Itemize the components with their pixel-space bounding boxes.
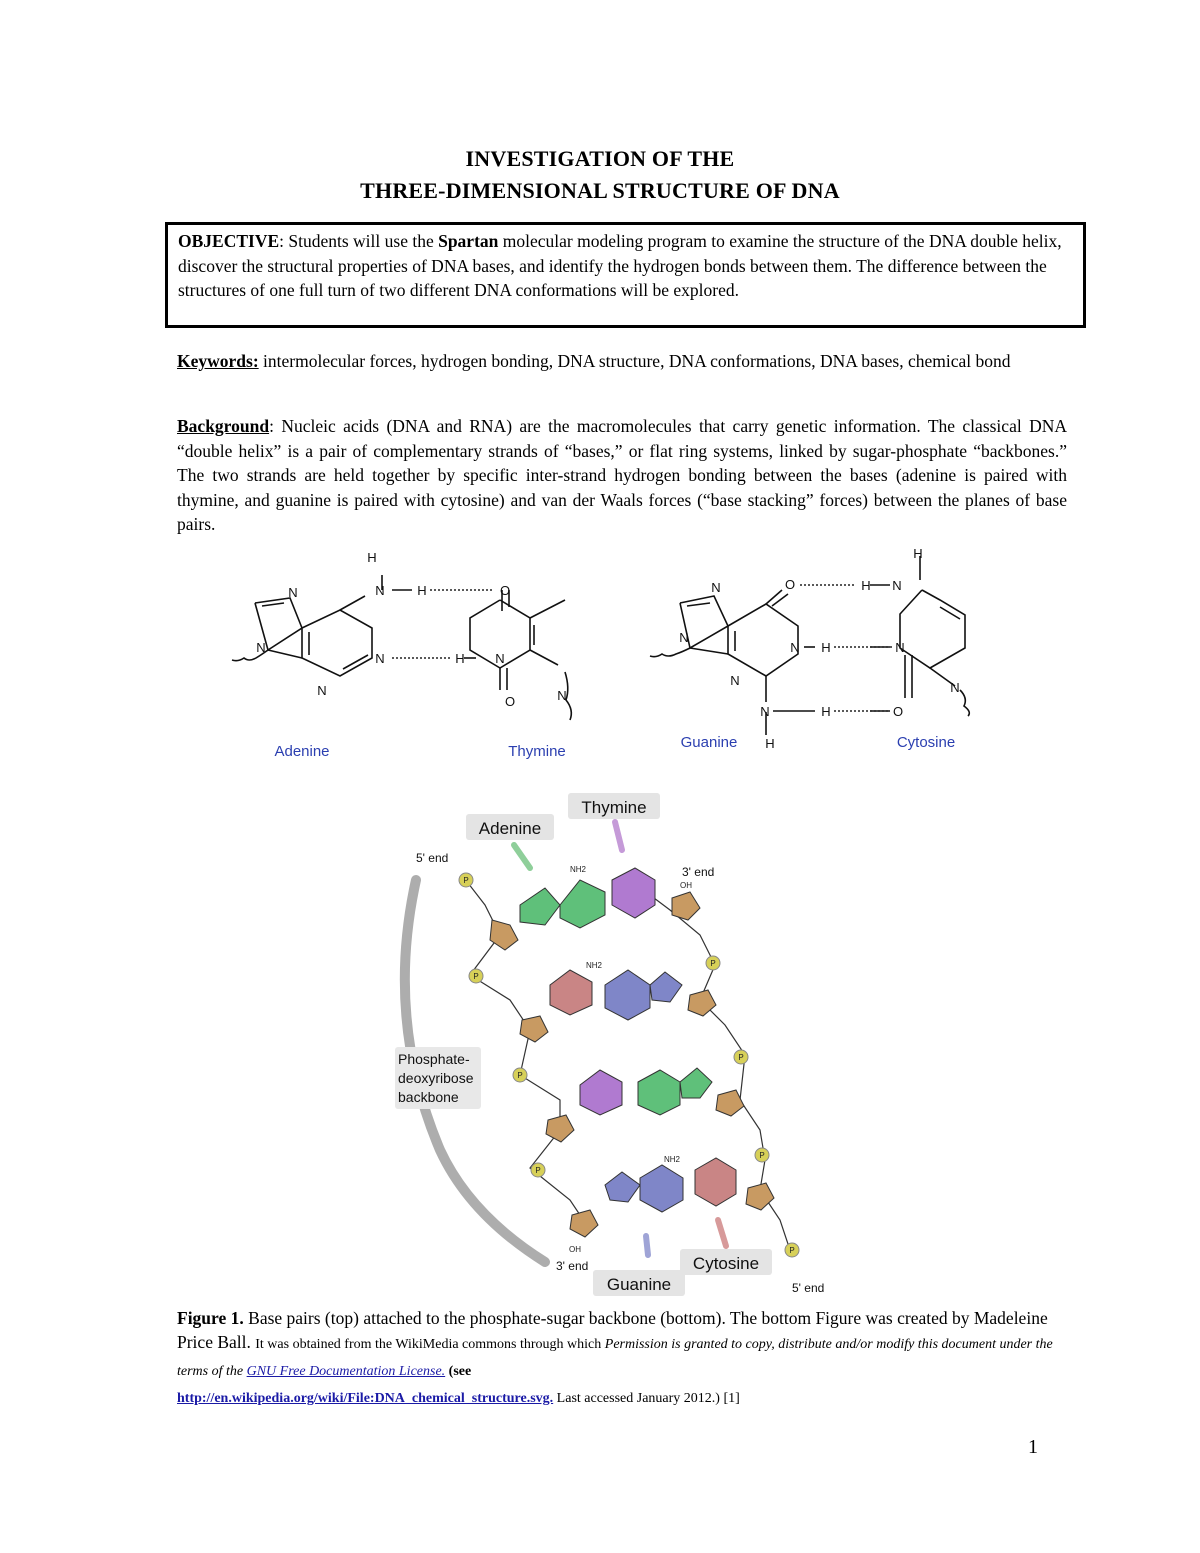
svg-text:N: N <box>557 688 567 703</box>
svg-text:OH: OH <box>680 881 692 890</box>
figure-caption <box>177 1306 1067 1411</box>
svg-text:N: N <box>730 673 740 688</box>
keywords-paragraph <box>177 349 1067 374</box>
license-link[interactable]: GNU Free Documentation License. <box>246 1364 446 1379</box>
caption-text-b: It was obtained from the WikiMedia commons through which <box>255 1337 605 1352</box>
backbone-label-2: deoxyribose <box>398 1070 474 1086</box>
caption-label: Figure 1. <box>177 1308 244 1328</box>
helix-label-adenine: Adenine <box>478 819 542 838</box>
helix-label-guanine: Guanine <box>606 1275 672 1294</box>
label-guanine: Guanine <box>680 734 738 751</box>
caption-text-e: Last accessed January 2012.) [1] <box>553 1391 740 1406</box>
svg-text:H: H <box>765 736 775 751</box>
svg-text:H: H <box>821 640 831 655</box>
title-line-2: THREE-DIMENSIONAL STRUCTURE OF DNA <box>360 178 840 203</box>
objective-text-a: : Students will use the <box>279 231 439 251</box>
svg-text:NH2: NH2 <box>585 961 603 970</box>
objective-box <box>165 222 1086 328</box>
svg-text:H: H <box>861 578 871 593</box>
program-name: Spartan <box>438 231 499 251</box>
title-line-1: INVESTIGATION OF THE <box>465 146 735 171</box>
svg-text:P: P <box>473 972 479 981</box>
svg-text:P: P <box>463 876 469 885</box>
label-adenine: Adenine <box>274 743 330 760</box>
svg-text:NH2: NH2 <box>569 865 587 874</box>
svg-text:N: N <box>317 683 327 698</box>
svg-text:N: N <box>892 578 902 593</box>
caption-text-a: Base pairs (top) attached to the phosphate-sugar backbone (bottom). The bottom Figure was created by Madeleine Price Ball. <box>177 1308 1048 1352</box>
svg-text:O: O <box>892 704 904 719</box>
svg-text:N: N <box>711 580 721 595</box>
three-end-bottom: 3' end <box>556 1259 589 1273</box>
five-end-top: 5' end <box>416 851 449 865</box>
backbone-label-3: backbone <box>398 1089 459 1105</box>
svg-text:H: H <box>913 546 923 561</box>
svg-text:OH: OH <box>569 1245 581 1254</box>
svg-text:NH2: NH2 <box>663 1155 681 1164</box>
svg-text:O: O <box>784 577 796 592</box>
svg-text:N: N <box>760 704 770 719</box>
svg-text:H: H <box>821 704 831 719</box>
three-end-top: 3' end <box>682 865 715 879</box>
background-paragraph <box>177 414 1067 537</box>
caption-text-d: (see <box>445 1364 472 1379</box>
svg-text:N: N <box>256 640 266 655</box>
five-end-bottom: 5' end <box>792 1281 825 1295</box>
backbone-label-1: Phosphate- <box>398 1051 470 1067</box>
objective-label: OBJECTIVE <box>178 231 280 251</box>
svg-text:O: O <box>499 583 511 598</box>
svg-text:N: N <box>679 630 689 645</box>
svg-text:N: N <box>375 651 385 666</box>
base-pair-structures <box>220 545 1000 765</box>
helix-label-cytosine: Cytosine <box>692 1254 760 1273</box>
svg-text:N: N <box>375 583 385 598</box>
svg-text:N: N <box>950 680 960 695</box>
objective-text-b: molecular modeling program to examine the structure of the DNA double helix, discover the structural properties of DNA bases, and identify the hydrogen bonds between them. The difference between the structures of one full turn of two different DNA conformations will be explored. <box>178 231 1062 300</box>
svg-text:N: N <box>495 651 505 666</box>
keywords-text: intermolecular forces, hydrogen bonding, DNA structure, DNA conformations, DNA bases, chemical bond <box>258 351 1011 371</box>
caption-text-c: Permission is granted to copy, distribute and/or modify this document under the terms of the <box>177 1337 1053 1379</box>
label-thymine: Thymine <box>508 743 566 760</box>
background-label: Background <box>177 416 270 436</box>
svg-text:H: H <box>417 583 427 598</box>
svg-text:H: H <box>455 651 465 666</box>
source-url-link[interactable]: http://en.wikipedia.org/wiki/File:DNA_chemical_structure.svg. <box>177 1391 554 1406</box>
svg-text:P: P <box>738 1053 744 1062</box>
svg-text:H: H <box>367 550 377 565</box>
svg-text:N: N <box>288 585 298 600</box>
background-text: : Nucleic acids (DNA and RNA) are the macromolecules that carry genetic information. The classical DNA “double helix” is a pair of complementary strands of “bases,” or flat ring systems, linked by sugar-phosphate “backbones.” The two strands are held together by specific inter-strand hydrogen bonding between the bases (adenine is paired with thymine, and guanine is paired with cytosine) and van der Waals forces (“base stacking” forces) between the planes of base pairs. <box>177 416 1067 534</box>
svg-text:N: N <box>790 640 800 655</box>
svg-text:P: P <box>535 1166 541 1175</box>
svg-text:P: P <box>789 1246 795 1255</box>
keywords-label: Keywords: <box>177 351 259 371</box>
svg-text:P: P <box>710 959 716 968</box>
label-cytosine: Cytosine <box>896 734 956 751</box>
svg-text:P: P <box>759 1151 765 1160</box>
dna-helix-figure <box>390 785 830 1300</box>
svg-text:P: P <box>517 1071 523 1080</box>
svg-text:N: N <box>895 640 905 655</box>
svg-text:O: O <box>504 694 516 709</box>
helix-label-thymine: Thymine <box>581 798 647 817</box>
page-number: 1 <box>1028 1436 1038 1458</box>
